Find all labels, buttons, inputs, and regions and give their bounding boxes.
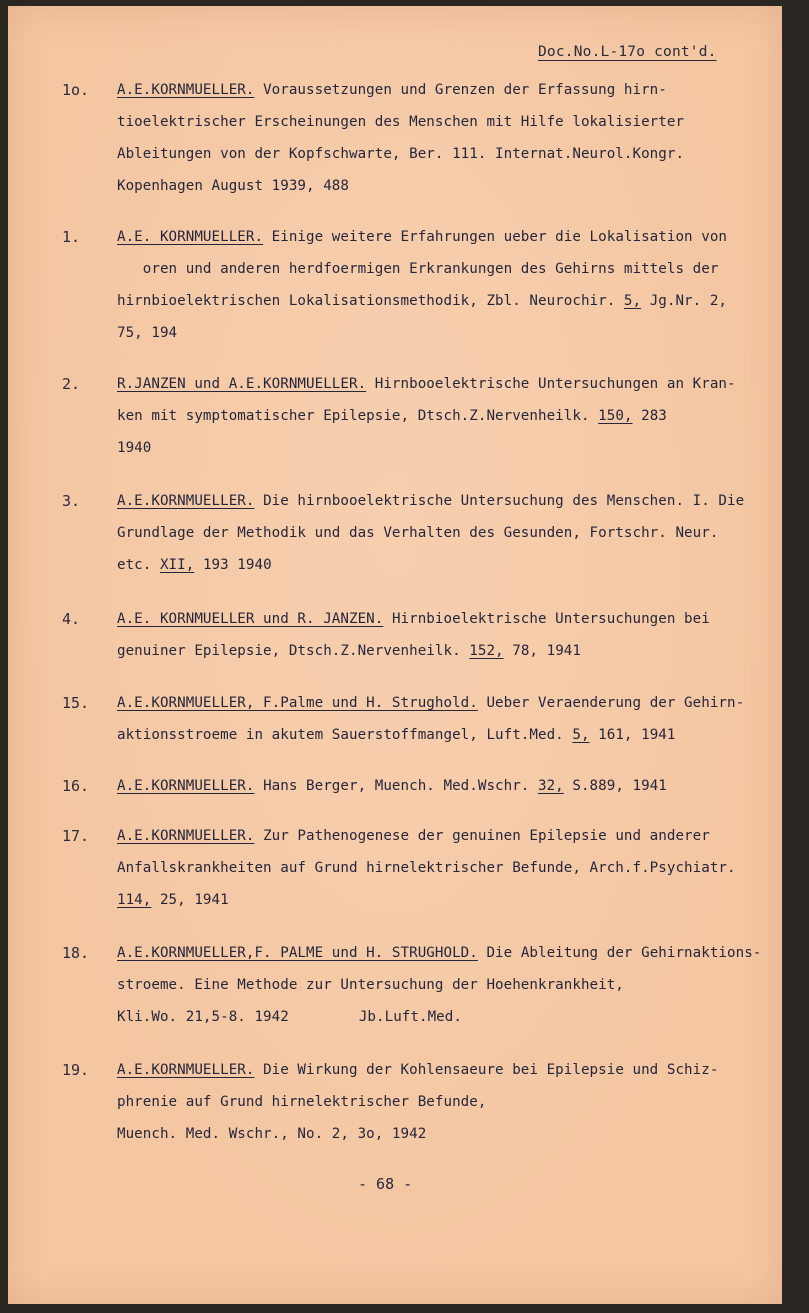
entry-text: 1940 [117,440,152,456]
entry-text: Jb.Luft.Med. [358,1009,462,1025]
entry-text: oren und anderen herdfoermigen Erkrankungen des Gehirns mittels der [117,261,719,277]
entry-volume: 114, [117,892,152,908]
entry-number: 15. [62,694,90,712]
entry-number: 2. [62,375,81,393]
entry-text: Hirnbioelektrische Untersuchungen bei [391,611,710,627]
entry-author: A.E.KORNMUELLER. [117,828,255,844]
entry-text: Kopenhagen August 1939, 488 [117,178,349,194]
entry-volume: 32, [538,778,564,794]
entry-number: 1o. [62,81,90,99]
entry-text: 283 [641,408,667,424]
entry-text: Anfallskrankheiten auf Grund hirnelektrischer Befunde, Arch.f.Psychiatr. [117,860,736,876]
entry-text: etc. [117,557,152,573]
entry-text: Ableitungen von der Kopfschwarte, Ber. 111. Internat.Neurol.Kongr. [117,146,685,162]
entry-text: S.889, 1941 [572,778,667,794]
entry-volume: XII, [159,557,195,573]
entry-volume: 152, [469,643,504,659]
entry-text: phrenie auf Grund hirnelektrischer Befunde, [117,1094,487,1110]
entry-number: 1. [62,228,81,246]
entry-number: 4. [62,610,81,628]
entry-text: Hirnbooelektrische Untersuchungen an Kran- [374,376,736,392]
entry-author: A.E.KORNMUELLER. [117,493,255,509]
entry-number: 17. [62,827,90,845]
entry-text: Kli.Wo. 21,5-8. 1942 [117,1009,289,1025]
entry-text: Die Wirkung der Kohlensaeure bei Epilepsie und Schiz- [263,1062,719,1078]
entry-text: 75, 194 [117,325,178,341]
entry-text: tioelektrischer Erscheinungen des Menschen mit Hilfe lokalisierter [117,114,685,130]
entry-volume: 5, [572,727,590,743]
entry-volume: 150, [598,408,633,424]
entry-author: A.E.KORNMUELLER, F.Palme und H. Strughold. [117,695,478,711]
entry-author: A.E. KORNMUELLER. [117,229,264,245]
entry-text: genuiner Epilepsie, Dtsch.Z.Nervenheilk. [117,643,461,659]
entry-number: 19. [62,1061,90,1079]
entry-number: 18. [62,944,90,962]
entry-author: A.E.KORNMUELLER. [117,1062,255,1078]
entry-text: Jg.Nr. 2, [649,293,728,309]
entry-text: stroeme. Eine Methode zur Untersuchung der Hoehenkrankheit, [117,977,624,993]
entry-text: Zur Pathenogenese der genuinen Epilepsie und anderer [263,828,710,844]
entry-text: aktionsstroeme in akutem Sauerstoffmangel, Luft.Med. [117,727,564,743]
entry-text: 25, 1941 [159,892,229,908]
entry-text: Hans Berger, Muench. Med.Wschr. [263,778,530,794]
entry-text: Ueber Veraenderung der Gehirn- [486,695,745,711]
entry-text: Grundlage der Methodik und das Verhalten des Gesunden, Fortschr. Neur. [117,525,719,541]
entry-author: A.E.KORNMUELLER. [117,778,255,794]
entry-text: ken mit symptomatischer Epilepsie, Dtsch.Z.Nervenheilk. [117,408,590,424]
entry-volume: 5, [623,293,642,309]
entry-text: Die hirnbooelektrische Untersuchung des Menschen. I. Die [263,493,745,509]
entry-author: A.E.KORNMUELLER,F. PALME und H. STRUGHOLD. [117,945,478,961]
entry-text: Einige weitere Erfahrungen ueber die Lokalisation von [271,229,728,245]
entry-number: 16. [62,777,90,795]
entry-text: 193 1940 [202,557,272,573]
entry-text: hirnbioelektrischen Lokalisationsmethodik, Zbl. Neurochir. [117,293,616,309]
entry-text: Muench. Med. Wschr., No. 2, 3o, 1942 [117,1126,427,1142]
document-reference: Doc.No.L-17o cont'd. [538,44,717,60]
entry-number: 3. [62,492,81,510]
entry-text: Voraussetzungen und Grenzen der Erfassung hirn- [263,82,667,98]
entry-text: 161, 1941 [598,727,676,743]
page-number: - 68 - [358,1175,413,1193]
entry-text: Die Ableitung der Gehirnaktions- [486,945,762,961]
entry-author: A.E. KORNMUELLER und R. JANZEN. [117,611,384,627]
entry-text: 78, 1941 [512,643,581,659]
entry-author: A.E.KORNMUELLER. [117,82,255,98]
entry-author: R.JANZEN und A.E.KORNMUELLER. [117,376,367,392]
